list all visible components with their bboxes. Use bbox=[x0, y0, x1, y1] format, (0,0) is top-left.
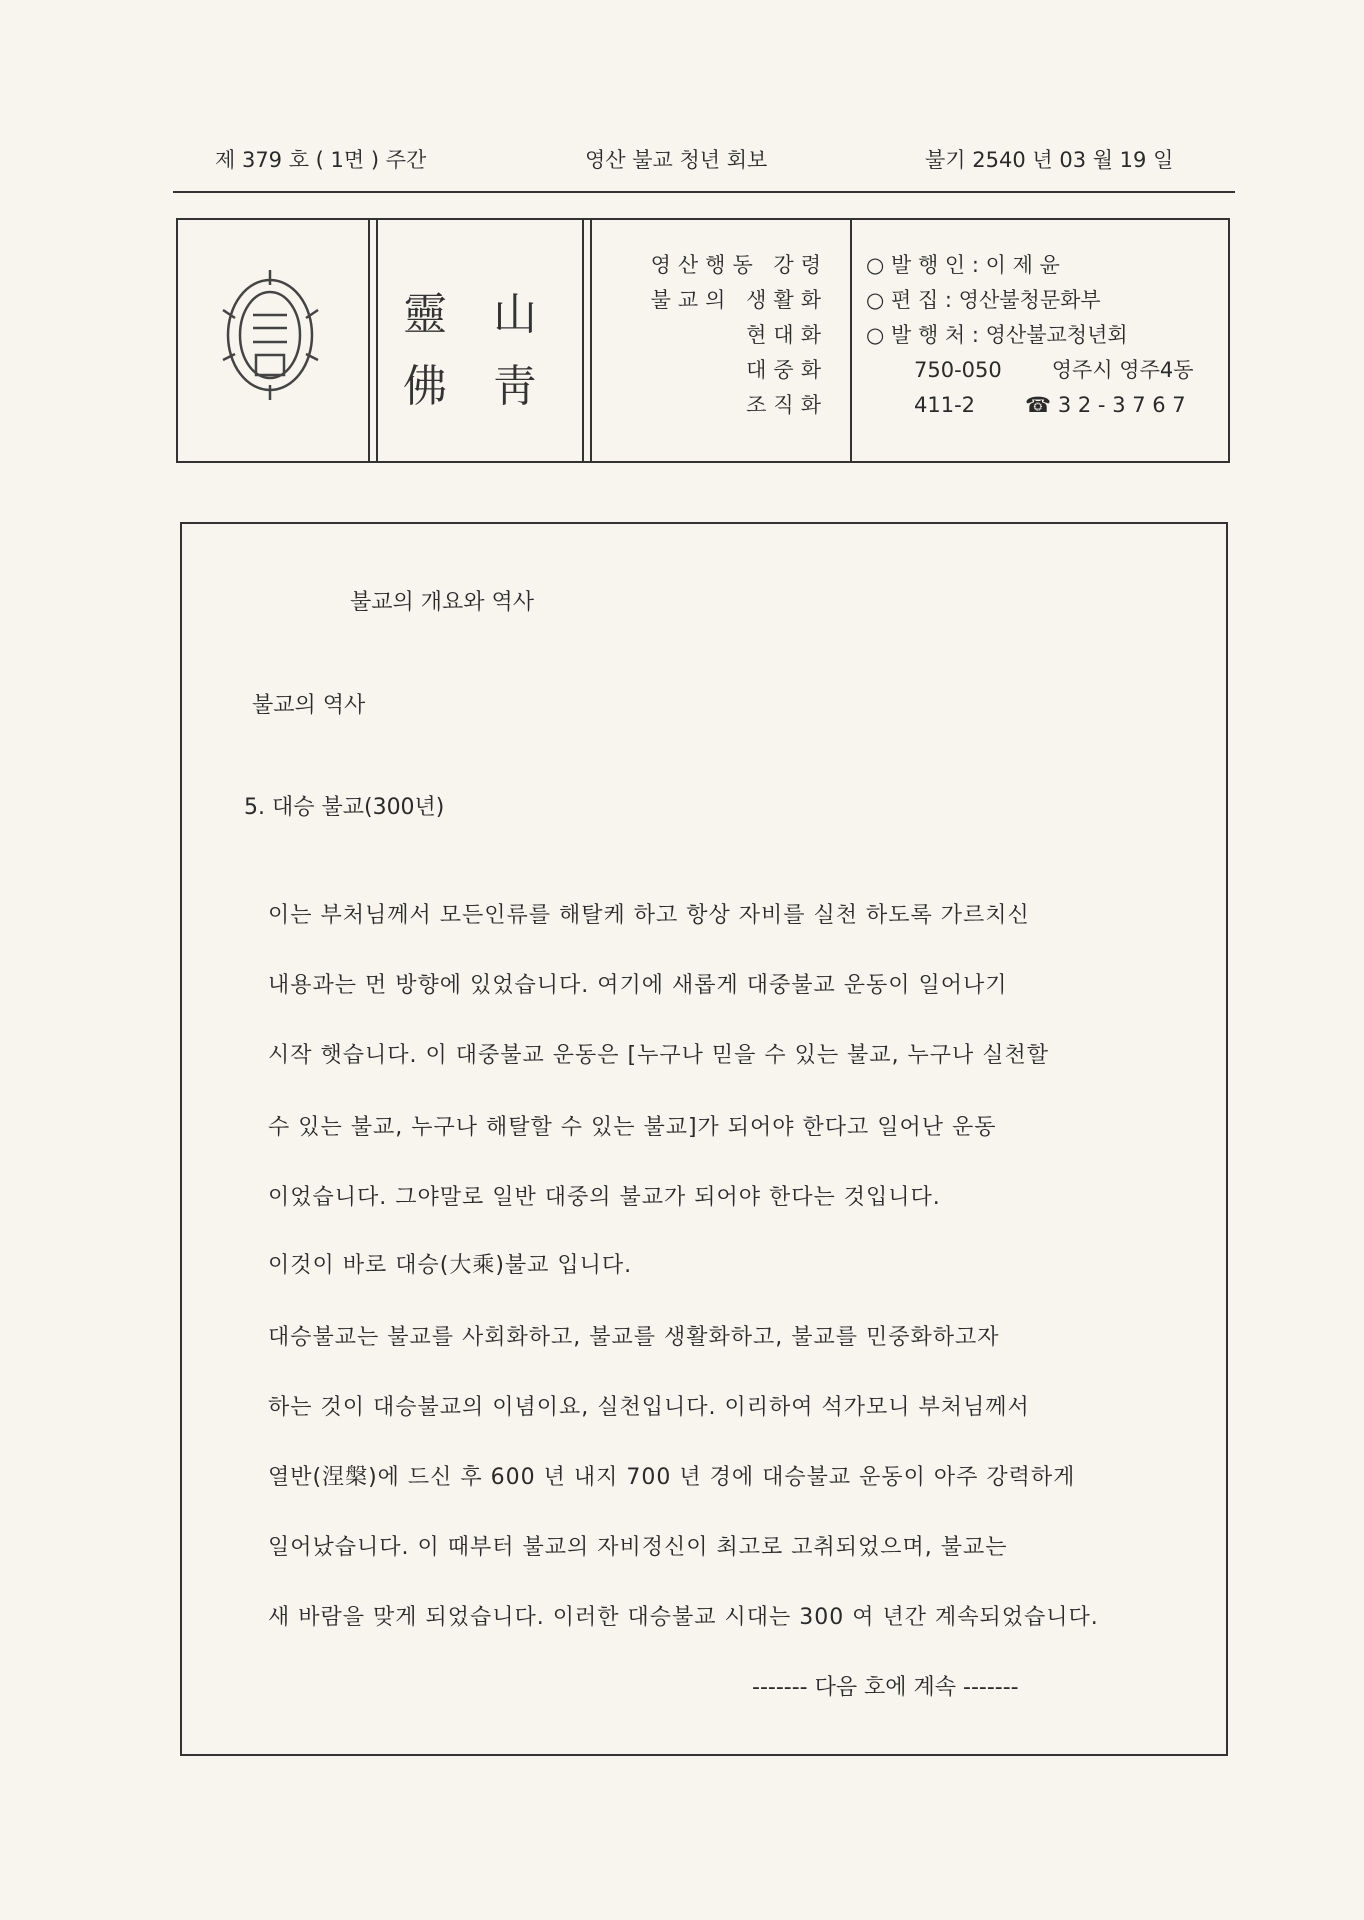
continued-note: ------- 다음 호에 계속 ------- bbox=[752, 1675, 1019, 1700]
body-line: 이었습니다. 그야말로 일반 대중의 불교가 되어야 한다는 것입니다. bbox=[268, 1185, 941, 1210]
editor: ○ 편 집 : 영산불청문화부 bbox=[866, 288, 1101, 312]
body-line: 일어났습니다. 이 때부터 불교의 자비정신이 최고로 고취되었으며, 불교는 bbox=[268, 1535, 1008, 1560]
slogan-line: 영산행동 강령 bbox=[650, 253, 828, 277]
slogan-line: 대중화 bbox=[746, 358, 828, 382]
title-char: 佛 bbox=[403, 361, 447, 412]
publisher: ○ 발 행 인 : 이 제 윤 bbox=[866, 253, 1060, 277]
slogan-line: 불교의 생활화 bbox=[650, 288, 828, 312]
masthead bbox=[176, 218, 1230, 463]
slogan-list bbox=[603, 248, 828, 423]
phone-number: ☎ 3 2 - 3 7 6 7 bbox=[1025, 393, 1186, 417]
publication-name: 영산 불교 청년 회보 bbox=[585, 148, 768, 172]
subsection-heading: 5. 대승 불교(300년) bbox=[244, 795, 445, 820]
title-char: 靈 bbox=[403, 289, 447, 340]
slogan-line: 현대화 bbox=[746, 323, 828, 347]
slogan-line: 조직화 bbox=[746, 393, 828, 417]
body-line: 열반(涅槃)에 드신 후 600 년 내지 700 년 경에 대승불교 운동이 아주 강력하게 bbox=[268, 1465, 1076, 1490]
publisher-info bbox=[866, 248, 1194, 423]
postal-code: 750-050 bbox=[914, 358, 1002, 382]
emblem-logo bbox=[208, 260, 333, 410]
body-line: 새 바람을 맞게 되었습니다. 이러한 대승불교 시대는 300 여 년간 계속되었습니다. bbox=[268, 1605, 1099, 1630]
body-line: 수 있는 불교, 누구나 해탈할 수 있는 불교]가 되어야 한다고 일어난 운동 bbox=[268, 1115, 997, 1140]
body-line: 내용과는 먼 방향에 있었습니다. 여기에 새롭게 대중불교 운동이 일어나기 bbox=[268, 973, 1008, 998]
title-char: 山 bbox=[493, 289, 537, 340]
body-line: 시작 햇습니다. 이 대중불교 운동은 [누구나 믿을 수 있는 불교, 누구나 실천할 bbox=[268, 1043, 1050, 1068]
body-line: 이는 부처님께서 모든인류를 해탈케 하고 항상 자비를 실천 하도록 가르치신 bbox=[268, 903, 1030, 928]
issue-date: 불기 2540 년 03 월 19 일 bbox=[925, 148, 1174, 172]
issue-number: 제 379 호 ( 1면 ) 주간 bbox=[215, 148, 427, 172]
body-line: 이것이 바로 대승(大乘)불교 입니다. bbox=[268, 1253, 633, 1278]
body-line: 하는 것이 대승불교의 이념이요, 실천입니다. 이리하여 석가모니 부처님께서 bbox=[268, 1395, 1030, 1420]
title-char: 靑 bbox=[493, 361, 537, 412]
header-divider bbox=[173, 191, 1235, 193]
lot-number: 411-2 bbox=[914, 393, 976, 417]
article-title: 불교의 개요와 역사 bbox=[350, 590, 535, 615]
section-heading: 불교의 역사 bbox=[252, 693, 366, 718]
issuer: ○ 발 행 처 : 영산불교청년회 bbox=[866, 323, 1128, 347]
body-line: 대승불교는 불교를 사회화하고, 불교를 생활화하고, 불교를 민중화하고자 bbox=[268, 1325, 1000, 1350]
address: 영주시 영주4동 bbox=[1051, 358, 1194, 382]
